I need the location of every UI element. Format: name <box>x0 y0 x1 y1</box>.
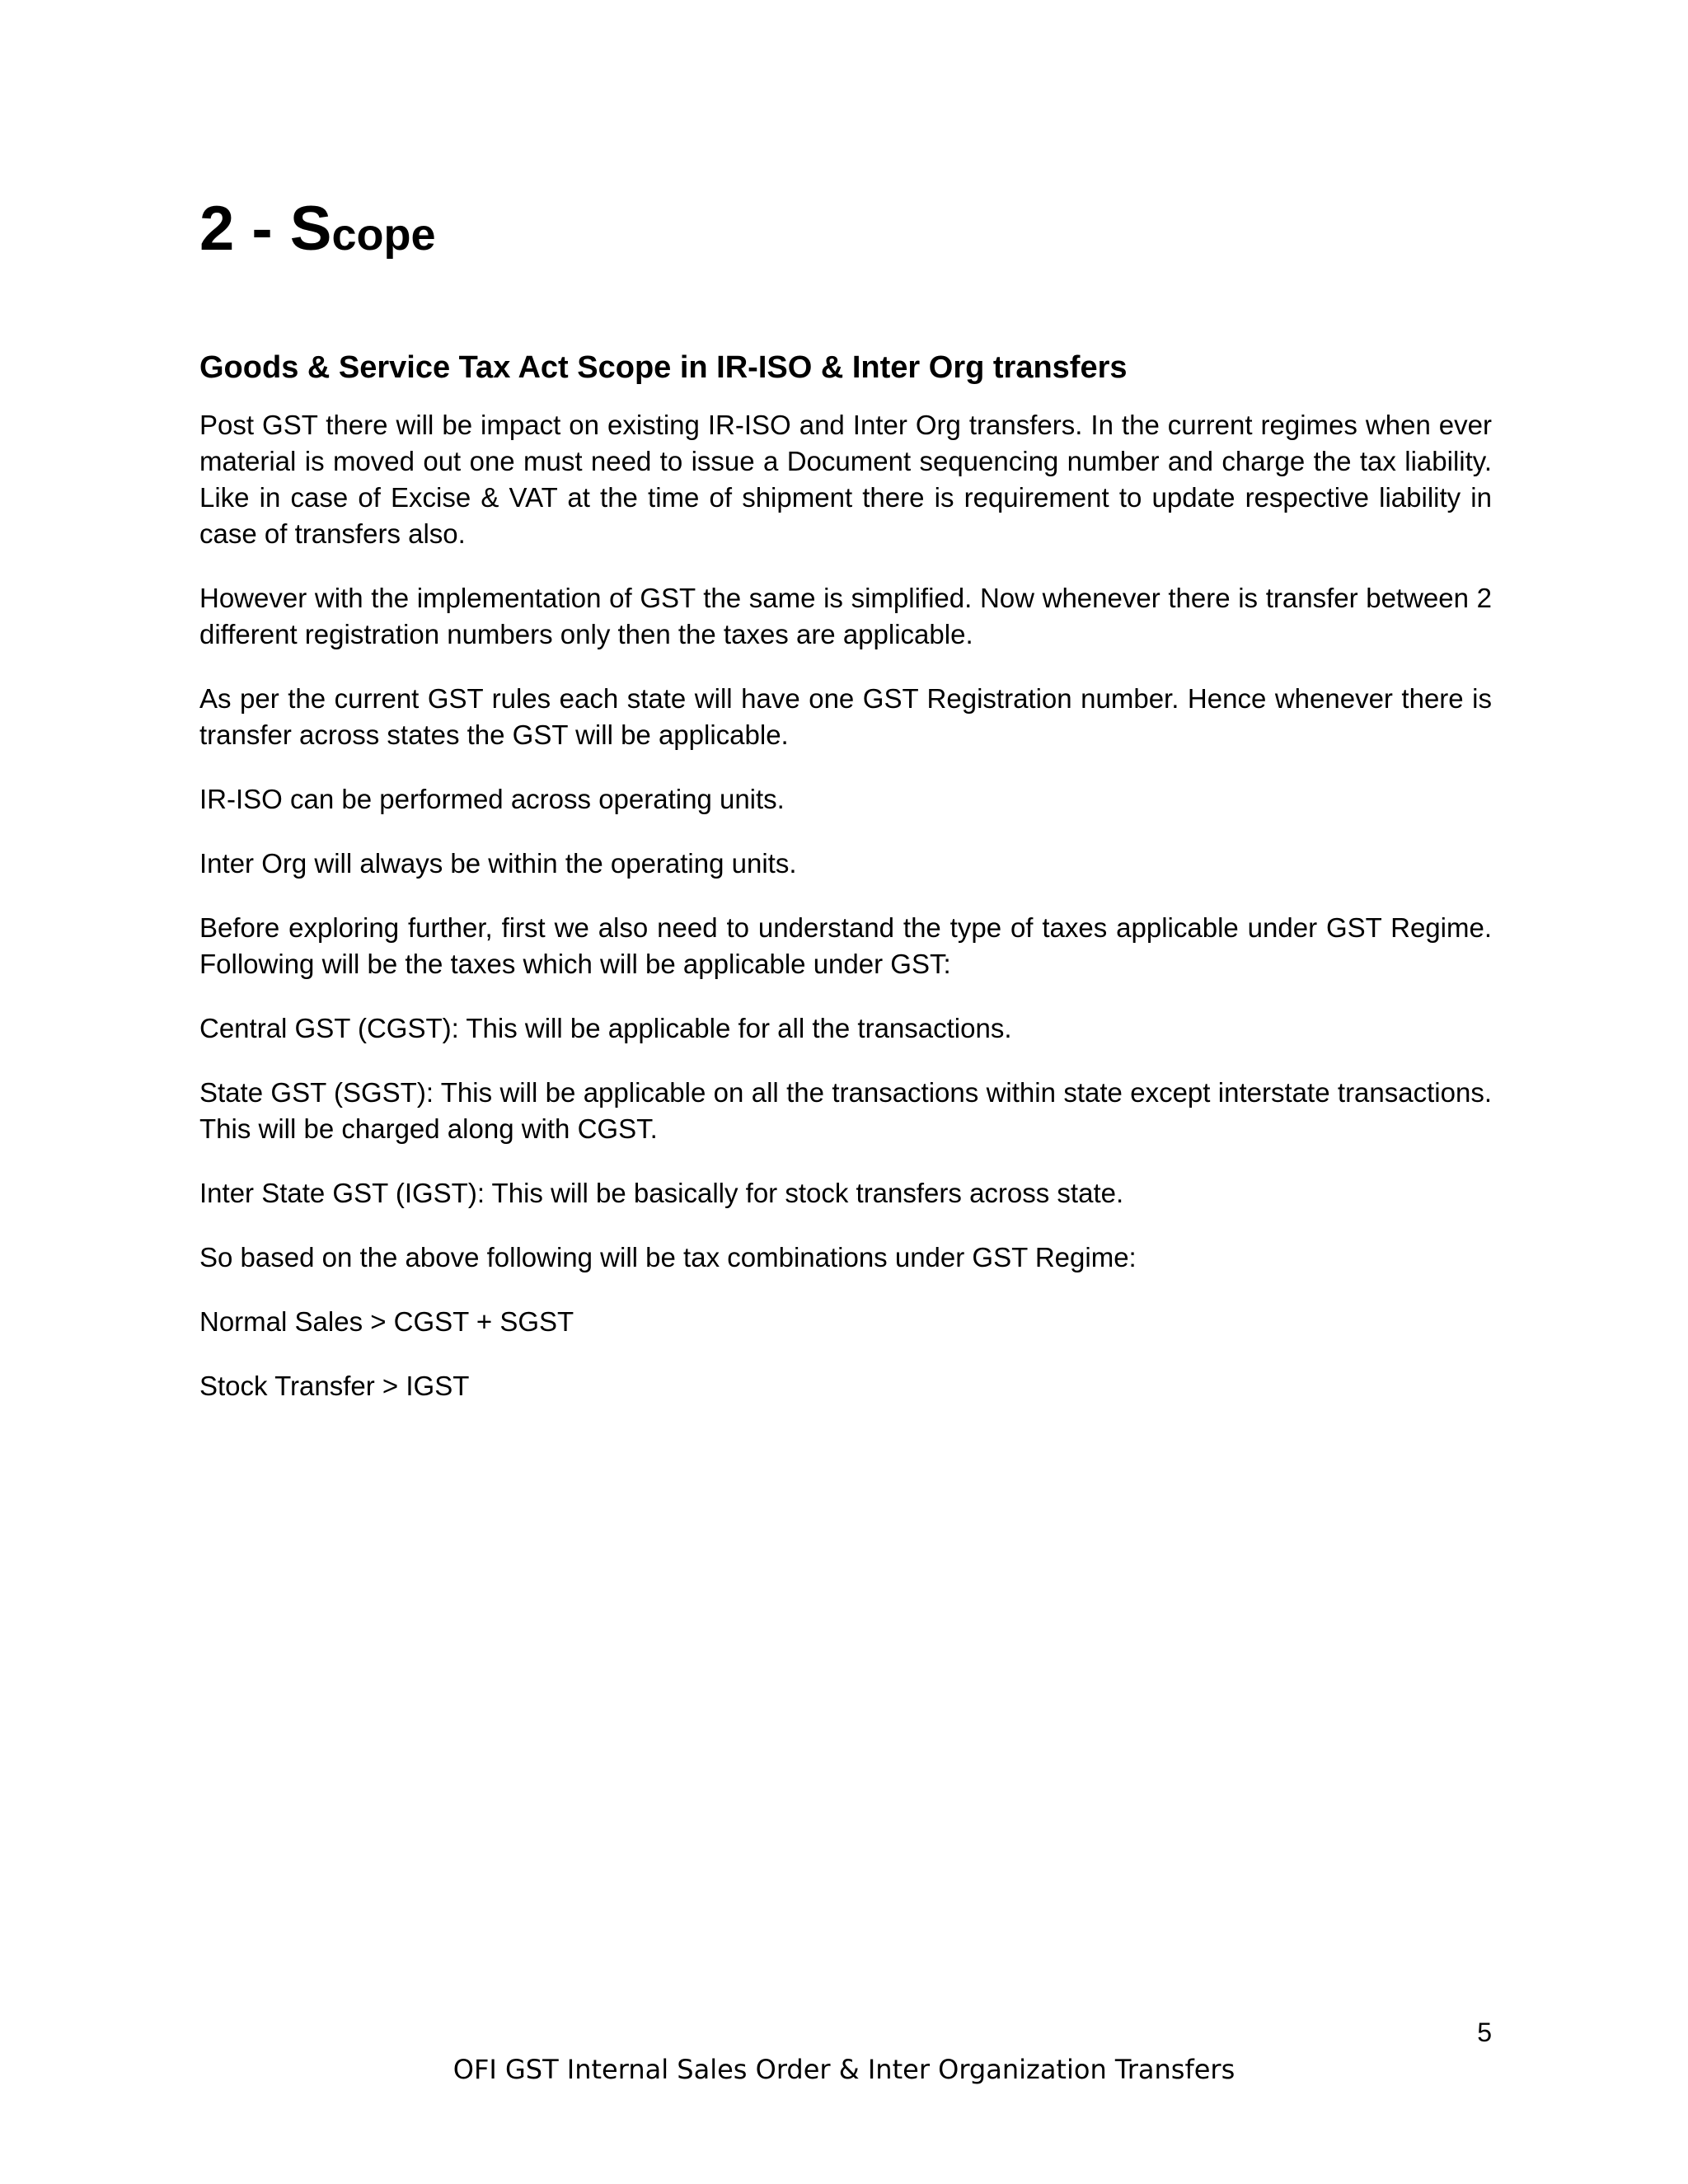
paragraph: IR-ISO can be performed across operating units. <box>199 783 785 814</box>
chapter-title <box>199 194 1492 264</box>
document-body <box>199 194 1492 1432</box>
paragraph: Before exploring further, first we also need to understand the type of taxes applicable under GST Regime. Following will be the taxes which will be applicable under GST: <box>199 912 1492 979</box>
paragraph: Post GST there will be impact on existing IR-ISO and Inter Org transfers. In the current regimes when ever material is moved out one must need to issue a Document sequencing number and charge the tax liability. Like in case of Excise & VAT at the time of shipment there is requirement to update respective liability in case of transfers also. <box>199 409 1492 549</box>
paragraph: State GST (SGST): This will be applicable on all the transactions within state except interstate transactions. This will be charged along with CGST. <box>199 1076 1492 1144</box>
chapter-title-suffix: cope <box>331 210 436 260</box>
paragraph: Inter Org will always be within the operating units. <box>199 847 797 879</box>
paragraph: As per the current GST rules each state will have one GST Registration number. Hence whenever there is transfer across states the GST will be applicable. <box>199 682 1492 750</box>
paragraph: Stock Transfer > IGST <box>199 1370 470 1401</box>
paragraph: Central GST (CGST): This will be applicable for all the transactions. <box>199 1012 1012 1043</box>
paragraph-list <box>199 407 1492 1404</box>
chapter-title-prefix: 2 - S <box>199 194 332 264</box>
page-number: 5 <box>1477 2018 1492 2047</box>
paragraph: So based on the above following will be tax combinations under GST Regime: <box>199 1241 1137 1272</box>
paragraph: Inter State GST (IGST): This will be basically for stock transfers across state. <box>199 1177 1124 1208</box>
paragraph: However with the implementation of GST the same is simplified. Now whenever there is transfer between 2 different registration numbers only then the taxes are applicable. <box>199 582 1492 649</box>
page-footer: OFI GST Internal Sales Order & Inter Organization Transfers <box>452 2054 1236 2085</box>
paragraph: Normal Sales > CGST + SGST <box>199 1305 574 1337</box>
section-heading: Goods & Service Tax Act Scope in IR-ISO & Inter Org transfers <box>199 350 1128 385</box>
